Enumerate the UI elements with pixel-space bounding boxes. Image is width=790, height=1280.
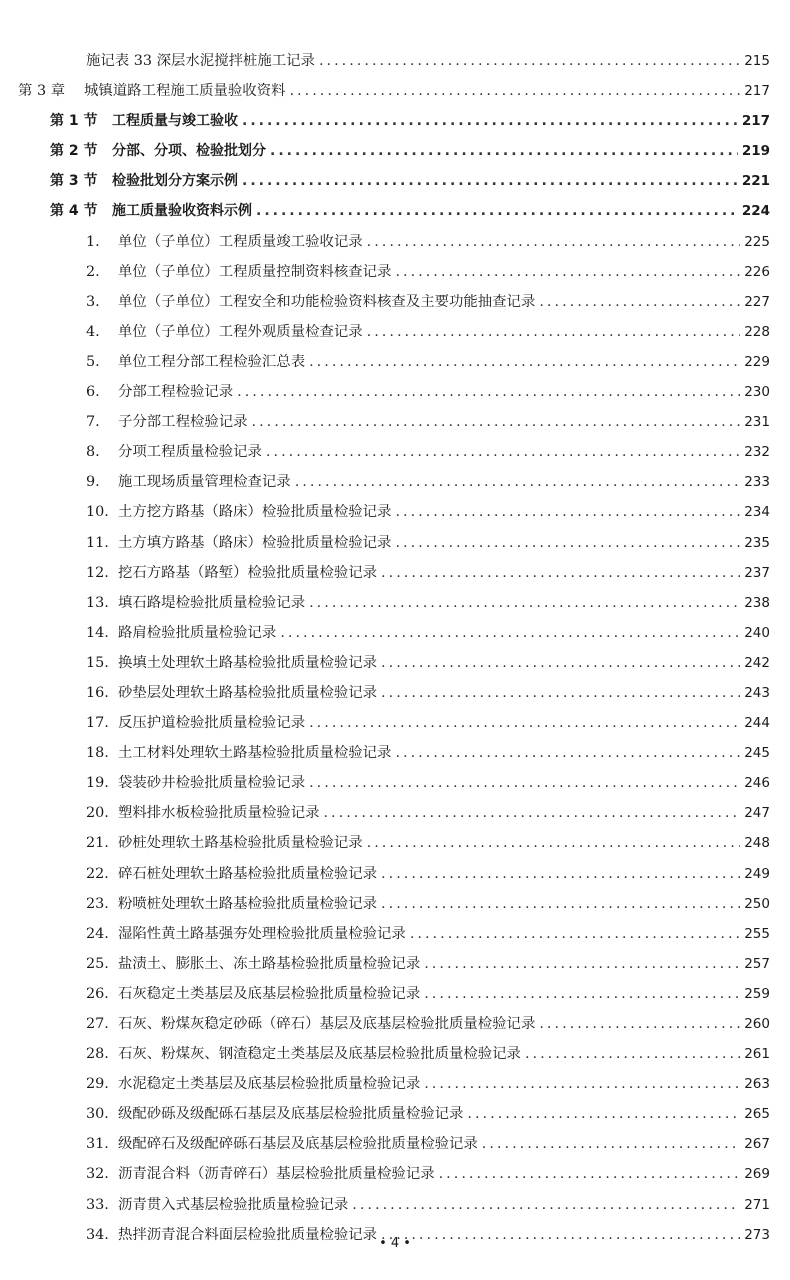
- toc-entry-page: 231: [744, 414, 770, 431]
- toc-entry-page: 224: [741, 203, 770, 220]
- toc-entry-number: 15.: [86, 654, 109, 671]
- toc-entry-number: 33.: [86, 1196, 109, 1213]
- toc-entry-title: 分部、分项、检验批划分: [112, 143, 266, 160]
- toc-entry-item[interactable]: [0, 377, 790, 407]
- toc-entry-title: 施工现场质量管理检查记录: [118, 474, 291, 491]
- dot-leader: [424, 979, 740, 1009]
- toc-entry-number: 第 2 节: [50, 143, 98, 160]
- toc-entry-title: 分项工程质量检验记录: [118, 444, 262, 461]
- toc-entry-item[interactable]: [0, 708, 790, 738]
- toc-entry-number: 21.: [86, 835, 109, 852]
- toc-entry-number: 第 3 章: [18, 83, 66, 100]
- toc-entry-number: 1.: [86, 233, 100, 250]
- toc-entry-title: 盐渍土、膨胀土、冻土路基检验批质量检验记录: [118, 955, 421, 972]
- toc-entry-item[interactable]: [0, 437, 790, 467]
- dot-leader: [424, 949, 740, 979]
- toc-entry-item[interactable]: [0, 227, 790, 257]
- toc-entry-page: 219: [741, 143, 770, 160]
- dot-leader: [309, 708, 740, 738]
- toc-entry-number: 第 1 节: [50, 113, 98, 130]
- toc-entry-title: 单位工程分部工程检验汇总表: [118, 353, 306, 370]
- toc-entry-number: 32.: [86, 1166, 109, 1183]
- toc-entry-title: 单位（子单位）工程安全和功能检验资料核查及主要功能抽查记录: [118, 293, 536, 310]
- toc-entry-page: 259: [744, 985, 770, 1002]
- toc-entry-title: 石灰、粉煤灰稳定砂砾（碎石）基层及底基层检验批质量检验记录: [118, 1016, 536, 1032]
- toc-entry-number: 24.: [86, 925, 109, 942]
- dot-leader: [381, 889, 740, 919]
- dot-leader: [381, 648, 740, 678]
- toc-entry-section[interactable]: [0, 136, 790, 166]
- toc-entry-title: 施工质量验收资料示例: [112, 203, 252, 220]
- toc-entry-page: 221: [741, 173, 770, 190]
- toc-entry-number: 5.: [86, 353, 100, 370]
- toc-entry-page: 245: [744, 745, 770, 762]
- toc-entry-page: 257: [744, 955, 770, 972]
- toc-entry-item[interactable]: [0, 738, 790, 768]
- toc-entry-item[interactable]: [0, 588, 790, 618]
- dot-leader: [256, 196, 738, 226]
- toc-entry-title: 沥青贯入式基层检验批质量检验记录: [118, 1196, 349, 1213]
- dot-leader: [381, 859, 740, 889]
- toc-entry-item[interactable]: [0, 1069, 790, 1099]
- dot-leader: [395, 497, 740, 527]
- toc-entry-page: 248: [744, 835, 770, 852]
- toc-entry-page: 242: [744, 654, 770, 671]
- toc-entry-title: 湿陷性黄土路基强夯处理检验批质量检验记录: [118, 925, 406, 942]
- toc-entry-title: 换填土处理软土路基检验批质量检验记录: [118, 654, 378, 671]
- toc-entry-item[interactable]: [0, 1129, 790, 1159]
- toc-entry-item[interactable]: [0, 497, 790, 527]
- toc-entry-number: 17.: [86, 715, 109, 732]
- dot-leader: [439, 1159, 741, 1189]
- toc-entry-page: 215: [744, 53, 770, 69]
- dot-leader: [381, 678, 740, 708]
- toc-entry-number: 18.: [86, 745, 109, 762]
- dot-leader: [367, 227, 741, 257]
- dot-leader: [395, 257, 740, 287]
- dot-leader: [309, 347, 740, 377]
- toc-entry-page: 232: [744, 444, 770, 461]
- dot-leader: [242, 166, 738, 196]
- toc-entry-item[interactable]: [0, 979, 790, 1009]
- toc-entry-number: 16.: [86, 684, 109, 701]
- dot-leader: [242, 106, 738, 136]
- toc-entry-page: 246: [744, 775, 770, 792]
- toc-entry-title: 单位（子单位）工程质量竣工验收记录: [118, 233, 363, 250]
- toc-entry-title: 土方填方路基（路床）检验批质量检验记录: [118, 534, 392, 551]
- toc-entry-item[interactable]: [0, 257, 790, 287]
- dot-leader: [395, 528, 740, 558]
- toc-entry-item[interactable]: [0, 528, 790, 558]
- toc-entry-item[interactable]: [0, 467, 790, 497]
- toc-entry-page: 250: [744, 895, 770, 912]
- toc-entry-number: 13.: [86, 594, 109, 611]
- table-of-contents: [0, 46, 790, 1250]
- toc-entry-number: 28.: [86, 1046, 109, 1063]
- toc-entry-item[interactable]: [0, 618, 790, 648]
- dot-leader: [237, 377, 740, 407]
- page-number: • 4 •: [379, 1236, 411, 1251]
- dot-leader: [252, 407, 741, 437]
- toc-entry-item[interactable]: [0, 648, 790, 678]
- toc-entry-item[interactable]: [0, 347, 790, 377]
- toc-entry-number: 第 4 节: [50, 203, 98, 220]
- dot-leader: [482, 1129, 740, 1159]
- toc-entry-item[interactable]: [0, 317, 790, 347]
- toc-entry-title: 城镇道路工程施工质量验收资料: [84, 83, 286, 100]
- dot-leader: [309, 588, 740, 618]
- toc-entry-title: 路肩检验批质量检验记录: [118, 624, 277, 641]
- toc-entry-number: 2.: [86, 263, 100, 280]
- toc-entry-page: 269: [744, 1166, 770, 1183]
- toc-entry-number: 34.: [86, 1226, 109, 1243]
- toc-entry-item[interactable]: [0, 949, 790, 979]
- toc-entry-page: 226: [744, 263, 770, 280]
- toc-entry-number: 29.: [86, 1076, 109, 1093]
- toc-entry-item[interactable]: [0, 287, 790, 317]
- toc-entry-number: 25.: [86, 955, 109, 972]
- toc-entry-title: 石灰、粉煤灰、钢渣稳定土类基层及底基层检验批质量检验记录: [118, 1046, 521, 1063]
- toc-entry-title: 填石路堤检验批质量检验记录: [118, 594, 306, 611]
- dot-leader: [539, 287, 740, 317]
- toc-entry-page: 247: [744, 805, 770, 822]
- dot-leader: [352, 1190, 740, 1220]
- toc-entry-number: 30.: [86, 1106, 109, 1123]
- dot-leader: [525, 1039, 740, 1069]
- toc-entry-number: 19.: [86, 775, 109, 792]
- toc-entry-number: 6.: [86, 384, 100, 401]
- toc-entry-number: 26.: [86, 985, 109, 1002]
- toc-entry-title: 级配砂砾及级配砾石基层及底基层检验批质量检验记录: [118, 1106, 464, 1123]
- toc-entry-page: 217: [744, 83, 770, 100]
- toc-entry-page: 273: [744, 1226, 770, 1243]
- toc-entry-page: 249: [744, 865, 770, 882]
- toc-entry-number: 10.: [86, 504, 109, 521]
- dot-leader: [280, 618, 740, 648]
- toc-entry-number: 27.: [86, 1016, 109, 1032]
- toc-entry-title: 碎石桩处理软土路基检验批质量检验记录: [118, 865, 378, 882]
- toc-entry-title: 砂桩处理软土路基检验批质量检验记录: [118, 835, 363, 852]
- toc-entry-item[interactable]: [0, 558, 790, 588]
- toc-entry-title: 土工材料处理软土路基检验批质量检验记录: [118, 745, 392, 762]
- toc-entry-item[interactable]: [0, 407, 790, 437]
- toc-entry-title: 石灰稳定土类基层及底基层检验批质量检验记录: [118, 985, 421, 1002]
- toc-entry-item[interactable]: [0, 1159, 790, 1189]
- toc-entry-page: 234: [744, 504, 770, 521]
- dot-leader: [319, 46, 740, 76]
- toc-entry-number: 12.: [86, 564, 109, 581]
- toc-entry-page: 260: [744, 1016, 770, 1032]
- toc-entry-title: 检验批划分方案示例: [112, 173, 238, 190]
- toc-entry-item[interactable]: [0, 889, 790, 919]
- toc-entry-page: 235: [744, 534, 770, 551]
- toc-entry-item[interactable]: [0, 859, 790, 889]
- toc-entry-page: 230: [744, 384, 770, 401]
- toc-entry-number: 3.: [86, 293, 100, 310]
- toc-entry-page: 237: [744, 564, 770, 581]
- toc-entry-number: 9.: [86, 474, 100, 491]
- toc-entry-page: 244: [744, 715, 770, 732]
- toc-entry-item[interactable]: [0, 1009, 790, 1039]
- toc-entry-item[interactable]: [0, 798, 790, 828]
- dot-leader: [266, 437, 740, 467]
- toc-entry-title: 工程质量与竣工验收: [112, 113, 238, 130]
- toc-entry-item[interactable]: [0, 1039, 790, 1069]
- toc-entry-item[interactable]: [0, 1190, 790, 1220]
- toc-entry-title: 单位（子单位）工程外观质量检查记录: [118, 323, 363, 340]
- dot-leader: [367, 317, 741, 347]
- toc-entry-chapter[interactable]: [0, 76, 790, 106]
- toc-entry-title: 水泥稳定土类基层及底基层检验批质量检验记录: [118, 1076, 421, 1093]
- toc-entry-title: 分部工程检验记录: [118, 384, 234, 401]
- dot-leader: [467, 1099, 740, 1129]
- dot-leader: [539, 1009, 740, 1039]
- dot-leader: [410, 919, 740, 949]
- toc-entry-page: 227: [744, 293, 770, 310]
- toc-entry-page: 265: [744, 1106, 770, 1123]
- toc-entry-number: 4.: [86, 323, 100, 340]
- toc-entry-title: 单位（子单位）工程质量控制资料核查记录: [118, 263, 392, 280]
- dot-leader: [395, 738, 740, 768]
- toc-entry-number: 7.: [86, 414, 100, 431]
- dot-leader: [289, 76, 740, 106]
- toc-entry-page: 267: [744, 1136, 770, 1153]
- toc-entry-page: 228: [744, 323, 770, 340]
- toc-entry-title: 粉喷桩处理软土路基检验批质量检验记录: [118, 895, 378, 912]
- toc-entry-title: 袋装砂井检验批质量检验记录: [118, 775, 306, 792]
- toc-entry-title: 子分部工程检验记录: [118, 414, 248, 431]
- toc-entry-page: 229: [744, 353, 770, 370]
- dot-leader: [381, 558, 740, 588]
- toc-entry-page: 233: [744, 474, 770, 491]
- toc-entry-title: 土方挖方路基（路床）检验批质量检验记录: [118, 504, 392, 521]
- dot-leader: [295, 467, 741, 497]
- toc-entry-title: 反压护道检验批质量检验记录: [118, 715, 306, 732]
- toc-entry-page: 261: [744, 1046, 770, 1063]
- toc-entry-title: 塑料排水板检验批质量检验记录: [118, 805, 320, 822]
- toc-entry-number: 第 3 节: [50, 173, 98, 190]
- toc-entry-item[interactable]: [0, 1099, 790, 1129]
- toc-entry-page: 217: [741, 113, 770, 130]
- toc-entry-number: 8.: [86, 444, 100, 461]
- toc-entry-item[interactable]: [0, 919, 790, 949]
- toc-entry-item[interactable]: [0, 768, 790, 798]
- toc-entry-page: 243: [744, 684, 770, 701]
- toc-entry-title: 沥青混合料（沥青碎石）基层检验批质量检验记录: [118, 1166, 435, 1183]
- dot-leader: [270, 136, 738, 166]
- toc-entry-number: 20.: [86, 805, 109, 822]
- toc-entry-page: 255: [744, 925, 770, 942]
- toc-entry-page: 240: [744, 624, 770, 641]
- dot-leader: [309, 768, 740, 798]
- toc-entry-title: 砂垫层处理软土路基检验批质量检验记录: [118, 684, 378, 701]
- dot-leader: [367, 828, 741, 858]
- toc-entry-page: 225: [744, 233, 770, 250]
- toc-entry-number: 23.: [86, 895, 109, 912]
- toc-entry-section[interactable]: [0, 106, 790, 136]
- toc-entry-title: 热拌沥青混合料面层检验批质量检验记录: [118, 1226, 378, 1243]
- toc-entry-page: 271: [744, 1196, 770, 1213]
- toc-entry-sub[interactable]: [0, 46, 790, 76]
- toc-entry-number: 22.: [86, 865, 109, 882]
- dot-leader: [323, 798, 740, 828]
- toc-entry-item[interactable]: [0, 678, 790, 708]
- toc-entry-page: 238: [744, 594, 770, 611]
- toc-entry-section[interactable]: [0, 166, 790, 196]
- toc-entry-number: 31.: [86, 1136, 109, 1153]
- toc-entry-page: 263: [744, 1076, 770, 1093]
- toc-entry-title: 施记表 33 深层水泥搅拌桩施工记录: [86, 53, 315, 69]
- toc-entry-title: 挖石方路基（路堑）检验批质量检验记录: [118, 564, 378, 581]
- toc-entry-number: 14.: [86, 624, 109, 641]
- toc-entry-number: 11.: [86, 534, 109, 551]
- toc-entry-section[interactable]: [0, 196, 790, 226]
- toc-entry-item[interactable]: [0, 828, 790, 858]
- toc-entry-title: 级配碎石及级配碎砾石基层及底基层检验批质量检验记录: [118, 1136, 478, 1153]
- dot-leader: [424, 1069, 740, 1099]
